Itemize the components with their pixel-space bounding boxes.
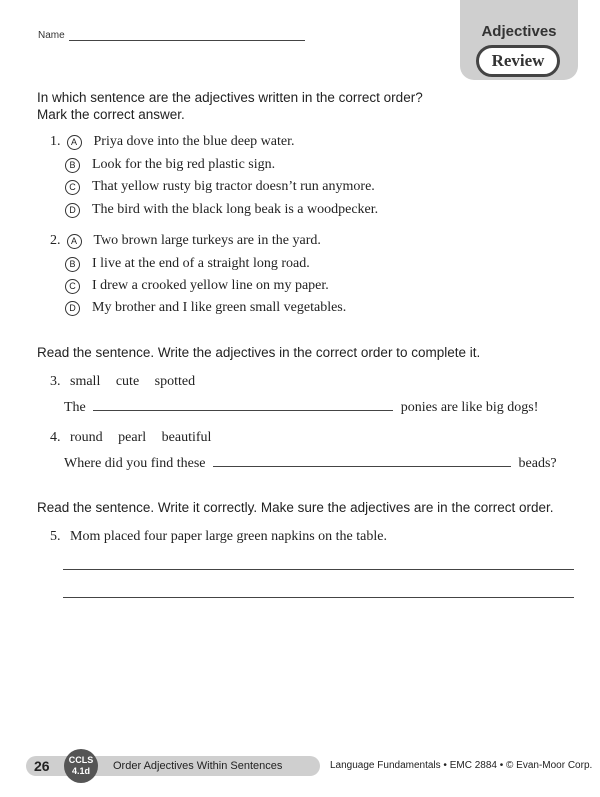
option-text: I drew a crooked yellow line on my paper. [92, 278, 329, 293]
q4-sentence-end: beads? [518, 456, 557, 471]
q3-sentence [64, 400, 538, 416]
option-text: Two brown large turkeys are in the yard. [93, 233, 321, 248]
q5-sentence [50, 529, 387, 545]
answer-bubble-icon[interactable]: C [65, 180, 80, 195]
section3-instruction: Read the sentence. Write it correctly. Make sure the adjectives are in the correct order. [37, 500, 554, 515]
q5-answer-line[interactable] [63, 569, 574, 570]
option-text: Priya dove into the blue deep water. [93, 134, 295, 149]
q4-word: round [70, 430, 103, 445]
q2-number: 2. [50, 233, 61, 248]
answer-bubble-icon[interactable]: C [65, 279, 80, 294]
option-text: That yellow rusty big tractor doesn’t run anymore. [92, 179, 375, 194]
section2-instruction: Read the sentence. Write the adjectives in the correct order to complete it. [37, 345, 481, 360]
q1-option-a[interactable] [50, 134, 295, 150]
q4-word: beautiful [161, 430, 212, 445]
q3-sentence-start: The [64, 400, 86, 415]
answer-bubble-icon[interactable]: B [65, 158, 80, 173]
answer-bubble-icon[interactable]: D [65, 301, 80, 316]
q3-word: spotted [154, 374, 196, 389]
q4-sentence-start: Where did you find these [64, 456, 206, 471]
q3-number: 3. [50, 374, 61, 389]
option-text: Look for the big red plastic sign. [92, 157, 276, 172]
answer-bubble-icon[interactable]: A [67, 234, 82, 249]
q2-option-d[interactable] [65, 300, 346, 316]
q3-answer-line[interactable] [93, 409, 393, 411]
footer-topic: Order Adjectives Within Sentences [113, 760, 283, 772]
q2-option-b[interactable] [65, 256, 310, 272]
ccls-badge [64, 749, 98, 783]
name-field[interactable] [38, 30, 305, 41]
q3-words [50, 374, 207, 390]
q1-number: 1. [50, 134, 61, 149]
q1-option-c[interactable] [65, 179, 375, 195]
name-label: Name [38, 30, 65, 41]
option-text: The bird with the black long beak is a woodpecker. [92, 202, 379, 217]
q4-number: 4. [50, 430, 61, 445]
q2-option-a[interactable] [50, 233, 321, 249]
page-number: 26 [34, 758, 50, 774]
q4-sentence [64, 456, 557, 472]
q4-word: pearl [118, 430, 147, 445]
topic-title: Adjectives [481, 23, 557, 40]
q1-option-b[interactable] [65, 157, 275, 173]
q1-option-d[interactable] [65, 202, 378, 218]
q4-words [50, 430, 223, 446]
q3-word: small [70, 374, 101, 389]
option-text: I live at the end of a straight long road. [92, 256, 310, 271]
answer-bubble-icon[interactable]: A [67, 135, 82, 150]
q3-sentence-end: ponies are like big dogs! [400, 400, 539, 415]
section1-instruction [37, 89, 423, 123]
q5-answer-line[interactable] [63, 597, 574, 598]
section1-instruction-line2: Mark the correct answer. [37, 107, 185, 122]
q5-number: 5. [50, 529, 61, 544]
q2-option-c[interactable] [65, 278, 329, 294]
review-badge: Review [476, 45, 560, 77]
q4-answer-line[interactable] [213, 465, 511, 467]
q5-text: Mom placed four paper large green napkins on the table. [70, 529, 387, 544]
answer-bubble-icon[interactable]: B [65, 257, 80, 272]
ccls-code: 4.1d [71, 766, 90, 776]
footer-credit: Language Fundamentals • EMC 2884 • © Evan-Moor Corp. [330, 760, 593, 771]
ccls-label: CCLS [68, 755, 94, 765]
name-line[interactable] [69, 30, 305, 41]
answer-bubble-icon[interactable]: D [65, 203, 80, 218]
section1-instruction-line1: In which sentence are the adjectives written in the correct order? [37, 90, 423, 105]
q3-word: cute [115, 374, 140, 389]
option-text: My brother and I like green small vegetables. [92, 300, 347, 315]
